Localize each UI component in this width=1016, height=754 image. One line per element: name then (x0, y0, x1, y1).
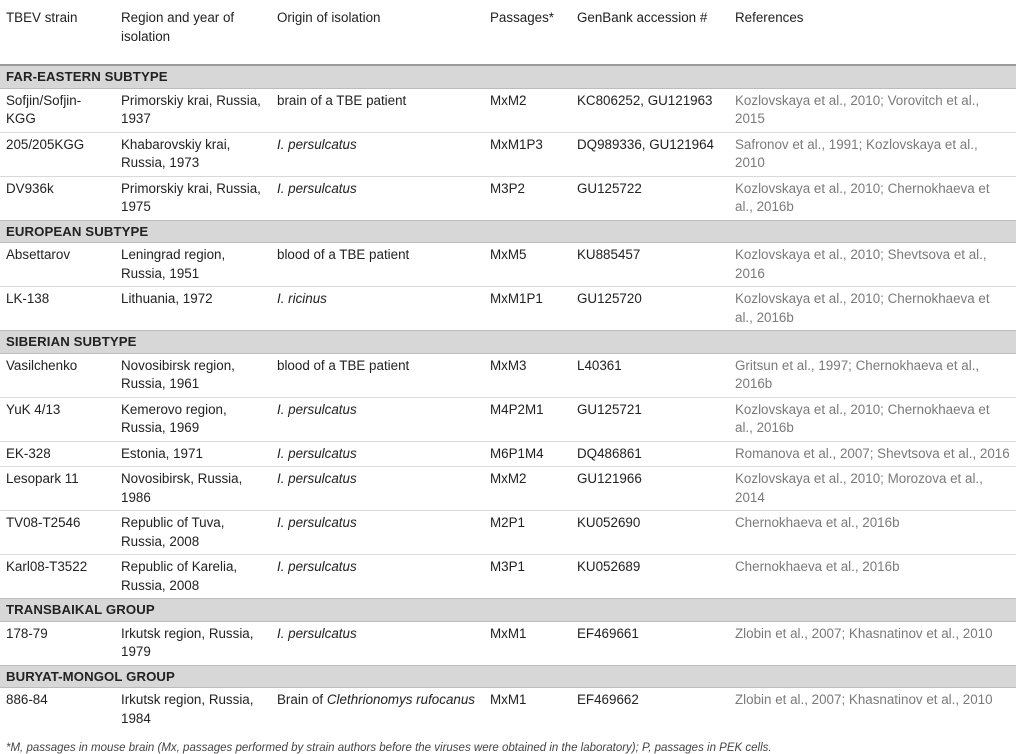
cell-origin (271, 688, 484, 732)
cell-region: Novosibirsk, Russia, 1986 (115, 467, 271, 511)
cell-origin (271, 88, 484, 132)
cell-strain: 886-84 (6, 692, 48, 707)
cell-passages: M4P2M1 (484, 397, 571, 441)
origin-species: I. persulcatus (277, 559, 357, 574)
cell-origin (271, 511, 484, 555)
cell-references: Chernokhaeva et al., 2016b (735, 559, 900, 574)
cell-genbank: KU052690 (571, 511, 729, 555)
cell-references: Zlobin et al., 2007; Khasnatinov et al., 2010 (735, 625, 993, 641)
group-title: FAR-EASTERN SUBTYPE (0, 65, 1016, 88)
cell-passages: MxM1 (490, 625, 527, 641)
header-origin: Origin of isolation (277, 10, 381, 25)
group-header-row (0, 665, 1016, 688)
cell-origin (271, 176, 484, 220)
cell-region: Republic of Tuva, Russia, 2008 (115, 511, 271, 555)
origin-species: I. ricinus (277, 291, 327, 306)
table-row (0, 467, 1016, 511)
cell-references: Kozlovskaya et al., 2010; Morozova et al., 2014 (729, 467, 1016, 511)
table-row (0, 397, 1016, 441)
table-row (0, 287, 1016, 331)
cell-references: Kozlovskaya et al., 2010; Chernokhaeva et al., 2016b (735, 180, 990, 214)
table-row (0, 555, 1016, 599)
cell-genbank: KU885457 (571, 243, 729, 287)
cell-region: Novosibirsk region, Russia, 1961 (115, 353, 271, 397)
table-row (0, 243, 1016, 287)
origin-species: I. persulcatus (277, 471, 357, 486)
cell-genbank: GU125720 (577, 291, 642, 306)
cell-genbank: DQ989336, GU121964 (571, 132, 729, 176)
origin-species: I. persulcatus (277, 180, 357, 196)
origin-species: I. persulcatus (277, 625, 357, 641)
cell-region: Primorskiy krai, Russia, 1975 (121, 180, 261, 214)
origin-species: I. persulcatus (277, 136, 357, 152)
cell-strain: 178-79 (6, 625, 48, 641)
header-region: Region and year of isolation (121, 10, 235, 44)
origin-species: I. persulcatus (277, 401, 357, 417)
origin-text: blood of a TBE patient (277, 357, 410, 373)
cell-genbank: GU121966 (571, 467, 729, 511)
cell-passages: MxM5 (484, 243, 571, 287)
table-footnote: *M, passages in mouse brain (Mx, passages performed by strain authors before the viruses were obtained in the laboratory); P, passages in PEK cells. (6, 742, 772, 754)
cell-strain: DV936k (6, 180, 54, 196)
table-row (0, 441, 1016, 467)
cell-strain: Absettarov (0, 243, 115, 287)
cell-passages: MxM1P3 (484, 132, 571, 176)
cell-references: Chernokhaeva et al., 2016b (729, 511, 1016, 555)
cell-strain: YuK 4/13 (0, 397, 115, 441)
table-row (0, 511, 1016, 555)
table-body (0, 65, 1016, 731)
cell-references: Romanova et al., 2007; Shevtsova et al., 2016 (729, 441, 1016, 467)
group-title: TRANSBAIKAL GROUP (0, 599, 1016, 622)
cell-passages: MxM1 (490, 692, 527, 707)
group-title: EUROPEAN SUBTYPE (0, 220, 1016, 243)
cell-strain: Karl08-T3522 (6, 559, 88, 574)
cell-origin (271, 441, 484, 467)
table-row (0, 353, 1016, 397)
cell-passages: M6P1M4 (484, 441, 571, 467)
cell-passages: M2P1 (484, 511, 571, 555)
origin-species: I. persulcatus (277, 445, 357, 461)
cell-strain: EK-328 (0, 441, 115, 467)
table-row (0, 621, 1016, 665)
cell-references: Zlobin et al., 2007; Khasnatinov et al., 2010 (735, 692, 993, 707)
cell-strain: Sofjin/Sofjin-KGG (0, 88, 115, 132)
cell-strain: 205/205KGG (0, 132, 115, 176)
cell-region: Lithuania, 1972 (121, 291, 213, 306)
group-title: SIBERIAN SUBTYPE (0, 331, 1016, 354)
origin-text: blood of a TBE patient (277, 247, 410, 262)
header-genbank: GenBank accession # (577, 10, 708, 25)
cell-references: Kozlovskaya et al., 2010; Shevtsova et al., 2016 (729, 243, 1016, 287)
header-strain: TBEV strain (6, 10, 78, 25)
table-row (0, 132, 1016, 176)
cell-references: Kozlovskaya et al., 2010; Chernokhaeva et al., 2016b (729, 397, 1016, 441)
cell-references: Safronov et al., 1991; Kozlovskaya et al., 2010 (729, 132, 1016, 176)
cell-region: Primorskiy krai, Russia, 1937 (115, 88, 271, 132)
cell-references: Gritsun et al., 1997; Chernokhaeva et al., 2016b (729, 353, 1016, 397)
cell-region: Irkutsk region, Russia, 1984 (121, 692, 254, 726)
header-references: References (735, 10, 804, 25)
cell-origin (271, 243, 484, 287)
table-row (0, 176, 1016, 220)
group-header-row (0, 331, 1016, 354)
cell-origin (271, 132, 484, 176)
group-header-row (0, 220, 1016, 243)
table-row (0, 88, 1016, 132)
cell-strain: Lesopark 11 (0, 467, 115, 511)
cell-origin (271, 287, 484, 331)
cell-references: Kozlovskaya et al., 2010; Vorovitch et al., 2015 (729, 88, 1016, 132)
table-header-row (0, 0, 1016, 65)
cell-passages: MxM3 (484, 353, 571, 397)
group-header-row (0, 65, 1016, 88)
cell-strain: LK-138 (6, 291, 50, 306)
cell-origin (271, 621, 484, 665)
table-row (0, 688, 1016, 732)
cell-region: Khabarovskiy krai, Russia, 1973 (115, 132, 271, 176)
cell-references: Kozlovskaya et al., 2010; Chernokhaeva et al., 2016b (735, 291, 990, 325)
cell-origin (271, 353, 484, 397)
cell-region: Leningrad region, Russia, 1951 (115, 243, 271, 287)
cell-strain: TV08-T2546 (0, 511, 115, 555)
header-passages: Passages* (490, 10, 555, 25)
origin-text: Brain of (277, 692, 327, 707)
cell-genbank: GU125722 (577, 180, 642, 196)
cell-strain: Vasilchenko (0, 353, 115, 397)
origin-species: Clethrionomys rufocanus (326, 692, 475, 707)
cell-genbank: DQ486861 (571, 441, 729, 467)
cell-genbank: EF469661 (577, 625, 639, 641)
cell-origin (271, 555, 484, 599)
group-title: BURYAT-MONGOL GROUP (0, 665, 1016, 688)
cell-region: Republic of Karelia, Russia, 2008 (121, 559, 238, 593)
origin-text: brain of a TBE patient (277, 92, 407, 108)
origin-species: I. persulcatus (277, 515, 357, 530)
cell-passages: M3P1 (490, 559, 525, 574)
cell-region: Kemerovo region, Russia, 1969 (115, 397, 271, 441)
cell-passages: M3P2 (490, 180, 525, 196)
cell-region: Estonia, 1971 (115, 441, 271, 467)
cell-passages: MxM1P1 (490, 291, 543, 306)
cell-passages: MxM2 (484, 467, 571, 511)
cell-genbank: EF469662 (577, 692, 639, 707)
cell-region: Irkutsk region, Russia, 1979 (121, 625, 254, 659)
cell-origin (271, 467, 484, 511)
cell-origin (271, 397, 484, 441)
cell-genbank: L40361 (571, 353, 729, 397)
cell-genbank: GU125721 (571, 397, 729, 441)
cell-passages: MxM2 (484, 88, 571, 132)
group-header-row (0, 599, 1016, 622)
cell-genbank: KC806252, GU121963 (571, 88, 729, 132)
cell-genbank: KU052689 (577, 559, 641, 574)
